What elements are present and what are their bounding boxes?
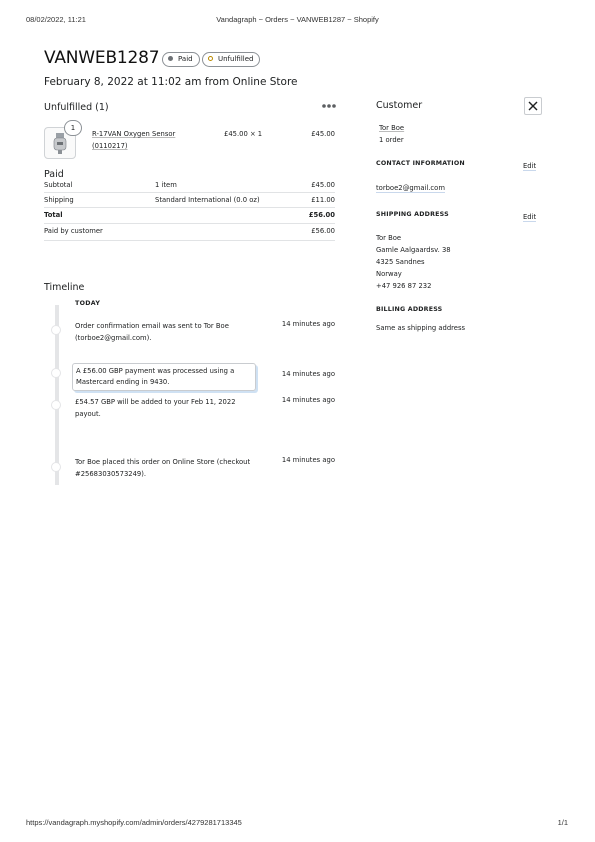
remove-customer-button[interactable] [524,97,542,115]
timeline-event-time: 14 minutes ago [281,396,335,404]
unfulfilled-heading: Unfulfilled (1) [44,102,109,113]
total-label: Total [44,211,63,219]
shipping-phone: +47 926 87 232 [376,282,432,290]
fulfillment-status-badge [202,52,260,67]
customer-order-count: 1 order [379,136,404,144]
paid-heading: Paid [44,169,64,180]
print-title: Vandagraph ~ Orders ~ VANWEB1287 ~ Shopify [216,15,379,24]
more-actions-button[interactable] [320,97,338,115]
paid-by-customer-amount: £56.00 [311,227,335,235]
shipping-amount: £11.00 [311,196,335,204]
customer-heading: Customer [376,100,423,111]
edit-shipping-button[interactable]: Edit [523,213,537,221]
timeline-event-dot [51,368,61,378]
shipping-detail: Standard International (0.0 oz) [155,196,260,204]
edit-contact-button[interactable]: Edit [523,162,537,170]
shipping-address-line: 4325 Sandnes [376,258,425,266]
paid-status-label: Paid [178,55,193,63]
billing-address-value: Same as shipping address [376,324,466,332]
timeline-event-text: Tor Boe placed this order on Online Store (checkout #25683030573249). [75,458,251,478]
divider [44,240,335,241]
product-unit-price-qty: £45.00 × 1 [224,130,263,138]
timeline-event-expandable[interactable]: A £56.00 GBP payment was processed using a Mastercard ending in 9430. [72,363,256,391]
shipping-address-line: Tor Boe [376,234,402,242]
timeline-event-text: £54.57 GBP will be added to your Feb 11, 2022 payout. [75,398,236,418]
paid-status-badge [162,52,200,67]
product-line-total: £45.00 [311,130,335,138]
product-sku: (0110217) [92,142,128,150]
timeline-event-dot [51,462,61,472]
paid-by-customer-label: Paid by customer [44,227,103,235]
print-page-number: 1/1 [557,818,568,827]
subtotal-amount: £45.00 [311,181,335,189]
timeline-event-text: Order confirmation email was sent to Tor Boe (torboe2@gmail.com). [75,322,229,342]
timeline-group-label: TODAY [75,300,101,307]
order-date-line: February 8, 2022 at 11:02 am from Online Store [44,76,298,88]
shipping-address-line: Gamle Aalgaardsv. 38 [376,246,451,254]
timeline-event-time: 14 minutes ago [281,370,335,378]
print-url: https://vandagraph.myshopify.com/admin/orders/4279281713345 [26,818,242,827]
divider [44,223,335,224]
shipping-address-label: SHIPPING ADDRESS [376,211,449,218]
timeline-event-time: 14 minutes ago [281,320,335,328]
timeline-event-dot [51,400,61,410]
subtotal-detail: 1 item [155,181,177,189]
timeline-heading: Timeline [44,282,85,293]
shipping-label: Shipping [44,196,74,204]
timeline-event-dot [51,325,61,335]
more-horizontal-icon [320,97,338,115]
billing-address-label: BILLING ADDRESS [376,306,443,313]
product-name-link[interactable]: R-17VAN Oxygen Sensor [92,130,176,138]
divider [44,207,335,208]
unfulfilled-status-dot [208,56,213,61]
fulfillment-status-label: Unfulfilled [218,55,254,63]
item-quantity-badge: 1 [64,120,82,136]
customer-name-link[interactable]: Tor Boe [379,124,405,132]
timeline-event-time: 14 minutes ago [281,456,335,464]
order-title: VANWEB1287 [44,48,160,68]
total-amount: £56.00 [308,211,335,219]
divider [44,192,335,193]
paid-status-dot [168,56,173,61]
customer-email-link[interactable]: torboe2@gmail.com [376,184,445,192]
shipping-address-line: Norway [376,270,402,278]
close-icon [525,98,541,114]
subtotal-label: Subtotal [44,181,73,189]
print-datetime: 08/02/2022, 11:21 [26,15,86,24]
contact-info-label: CONTACT INFORMATION [376,160,465,167]
